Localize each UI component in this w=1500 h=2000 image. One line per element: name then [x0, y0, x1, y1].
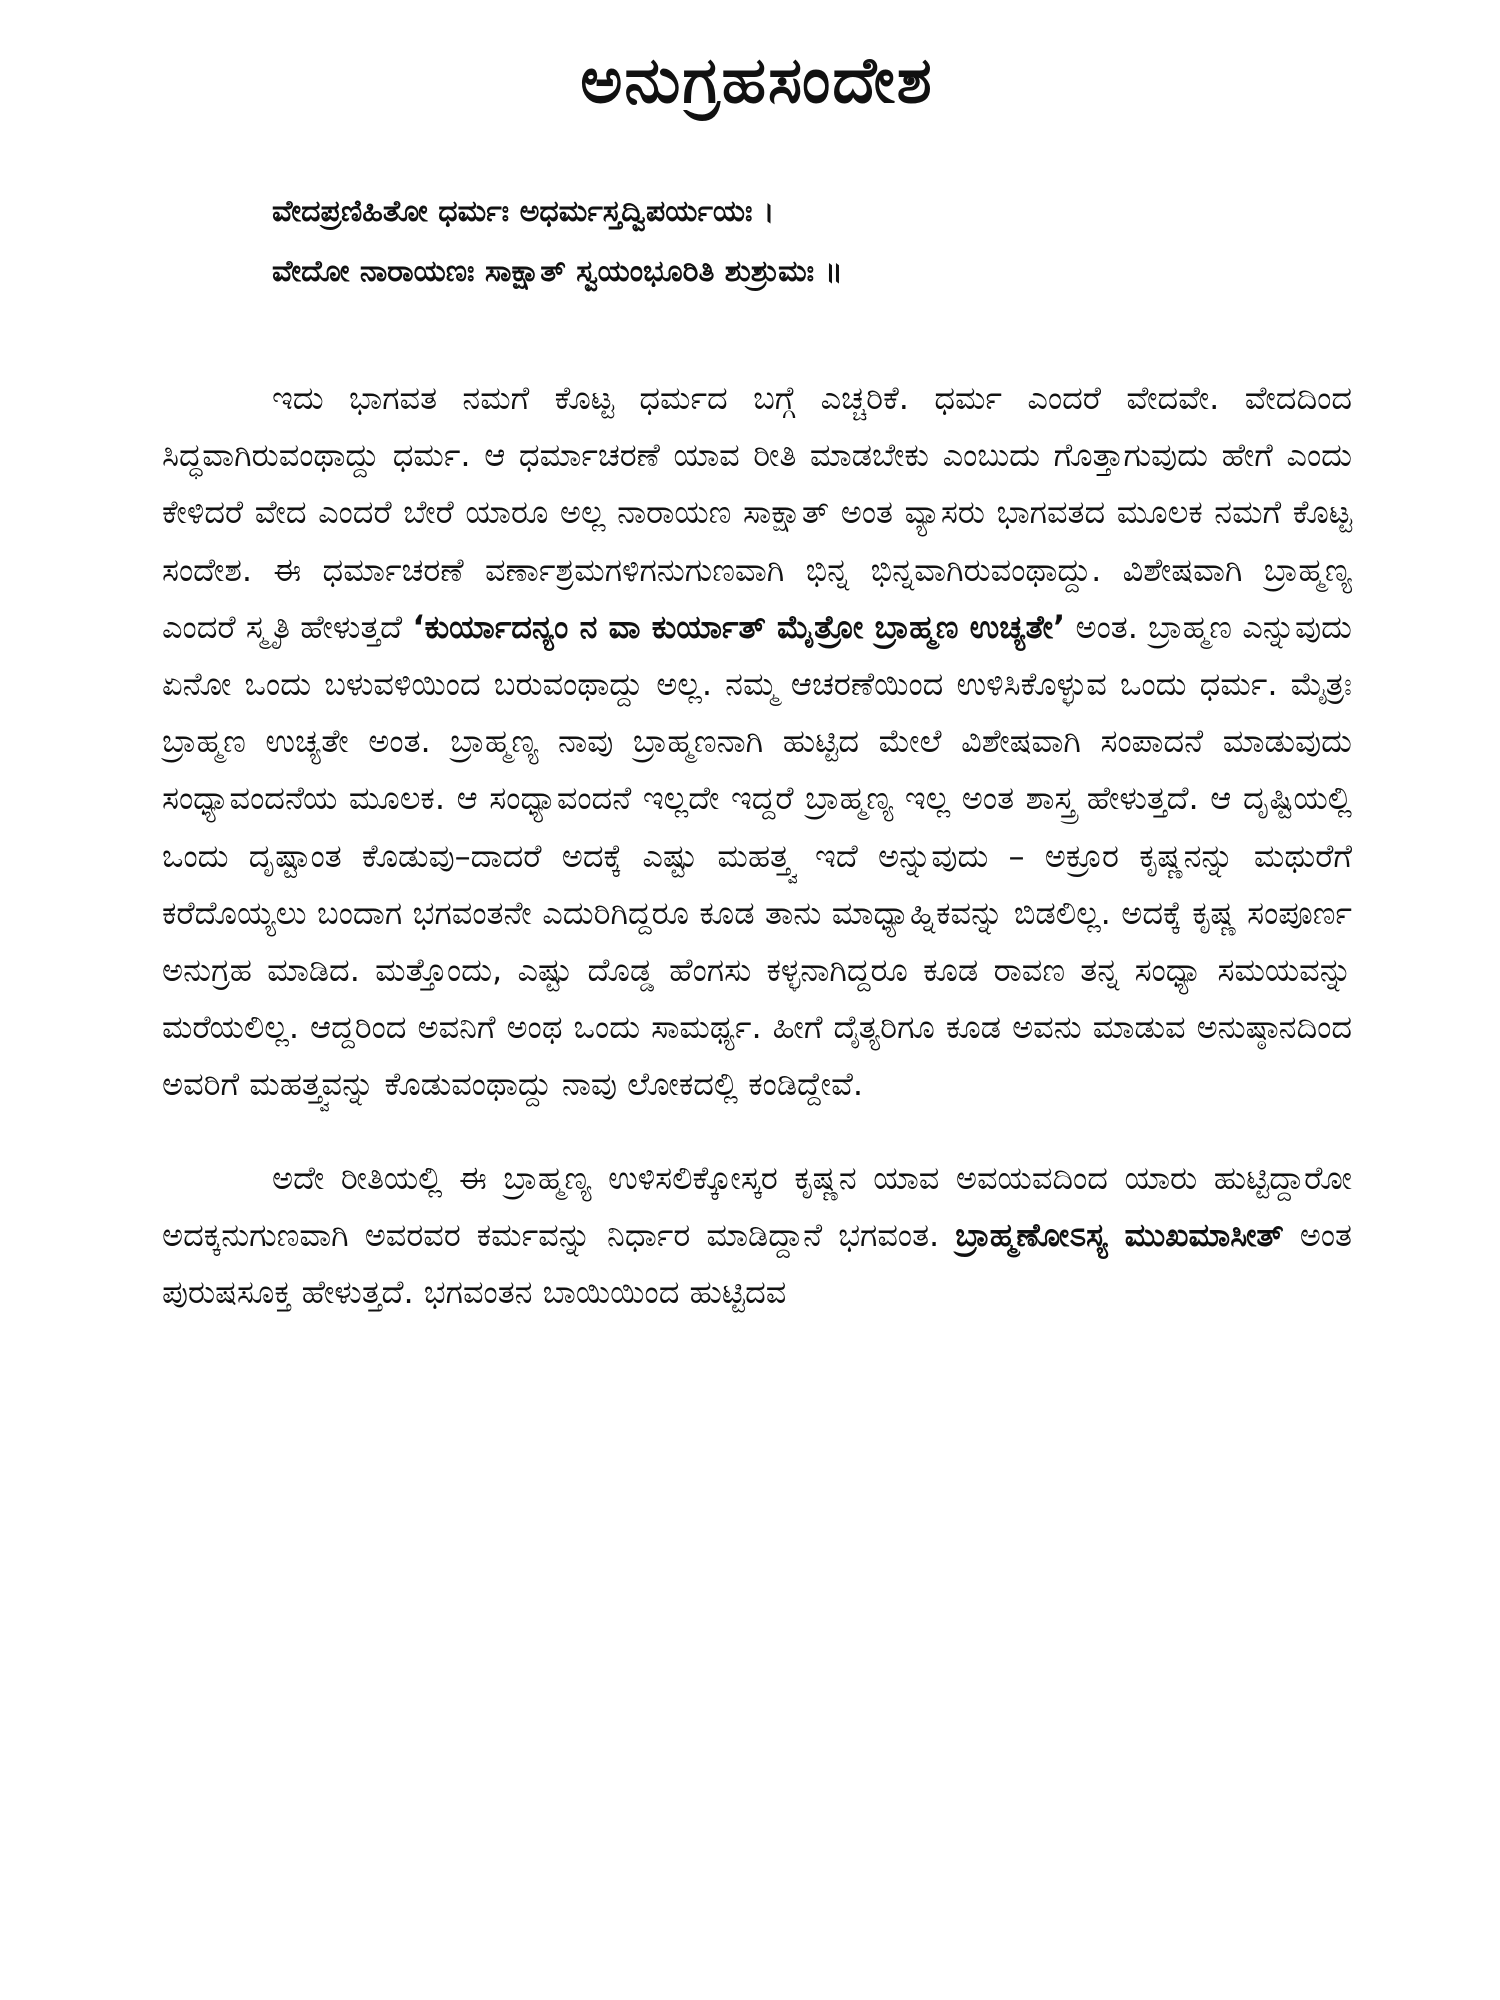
sanskrit-verse: [272, 182, 1352, 302]
paragraph-2: [162, 1150, 1352, 1322]
page-title: ಅನುಗ್ರಹಸಂದೇಶ: [580, 44, 934, 118]
paragraph-1-quote: ‘ಕುರ್ಯಾದನ್ಯಂ ನ ವಾ ಕುರ್ಯಾತ್ ಮೈತ್ರೋ ಬ್ರಾಹ್ಮಣ ಉಚ್ಯತೇ’: [412, 607, 1066, 646]
paragraph-1: [162, 370, 1352, 1114]
paragraph-1-text-a: ಇದು ಭಾಗವತ ನಮಗೆ ಕೊಟ್ಟ ಧರ್ಮದ ಬಗ್ಗೆ ಎಚ್ಚರಿಕೆ. ಧರ್ಮ ಎಂದರೆ ವೇದವೇ. ವೇದದಿಂದ ಸಿದ್ಧವಾಗಿರುವಂಥಾದ್ದು ಧರ್ಮ. ಆ ಧರ್ಮಾಚರಣೆ ಯಾವ ರೀತಿ ಮಾಡಬೇಕು ಎಂಬುದು ಗೊತ್ತಾಗುವುದು ಹೇಗೆ ಎಂದು ಕೇಳಿದರೆ ವೇದ ಎಂದರೆ ಬೇರೆ ಯಾರೂ ಅಲ್ಲ ನಾರಾಯಣ ಸಾಕ್ಷಾತ್ ಅಂತ ವ್ಯಾಸರು ಭಾಗವತದ ಮೂಲಕ ನಮಗೆ ಕೊಟ್ಟ ಸಂದೇಶ. ಈ ಧರ್ಮಾಚರಣೆ ವರ್ಣಾಶ್ರಮಗಳಿಗನುಗುಣವಾಗಿ ಭಿನ್ನ ಭಿನ್ನವಾಗಿರುವಂಥಾದ್ದು. ವಿಶೇಷವಾಗಿ ಬ್ರಾಹ್ಮಣ್ಯ ಎಂದರೆ ಸ್ಮೃತಿ ಹೇಳುತ್ತದೆ: [162, 379, 1352, 646]
paragraph-2-quote: ಬ್ರಾಹ್ಮಣೋಽಸ್ಯ ಮುಖಮಾಸೀತ್: [955, 1215, 1284, 1254]
paragraph-1-text-b: ಅಂತ. ಬ್ರಾಹ್ಮಣ ಎನ್ನುವುದು ಏನೋ ಒಂದು ಬಳುವಳಿಯಿಂದ ಬರುವಂಥಾದ್ದು ಅಲ್ಲ. ನಮ್ಮ ಆಚರಣೆಯಿಂದ ಉಳಿಸಿಕೊಳ್ಳುವ ಒಂದು ಧರ್ಮ. ಮೈತ್ರಃ ಬ್ರಾಹ್ಮಣ ಉಚ್ಯತೇ ಅಂತ. ಬ್ರಾಹ್ಮಣ್ಯ ನಾವು ಬ್ರಾಹ್ಮಣನಾಗಿ ಹುಟ್ಟಿದ ಮೇಲೆ ವಿಶೇಷವಾಗಿ ಸಂಪಾದನೆ ಮಾಡುವುದು ಸಂಧ್ಯಾವಂದನೆಯ ಮೂಲಕ. ಆ ಸಂಧ್ಯಾವಂದನೆ ಇಲ್ಲದೇ ಇದ್ದರೆ ಬ್ರಾಹ್ಮಣ್ಯ ಇಲ್ಲ ಅಂತ ಶಾಸ್ತ್ರ ಹೇಳುತ್ತದೆ. ಆ ದೃಷ್ಟಿಯಲ್ಲಿ ಒಂದು ದೃಷ್ಟಾಂತ ಕೊಡುವು–ದಾದರೆ ಅದಕ್ಕೆ ಎಷ್ಟು ಮಹತ್ತ್ವ ಇದೆ ಅನ್ನುವುದು – ಅಕ್ರೂರ ಕೃಷ್ಣನನ್ನು ಮಥುರೆಗೆ ಕರೆದೊಯ್ಯಲು ಬಂದಾಗ ಭಗವಂತನೇ ಎದುರಿಗಿದ್ದರೂ ಕೂಡ ತಾನು ಮಾಧ್ಯಾಹ್ನಿಕವನ್ನು ಬಿಡಲಿಲ್ಲ. ಅದಕ್ಕೆ ಕೃಷ್ಣ ಸಂಪೂರ್ಣ ಅನುಗ್ರಹ ಮಾಡಿದ. ಮತ್ತೊಂದು, ಎಷ್ಟು ದೊಡ್ಡ ಹೆಂಗಸು ಕಳ್ಳನಾಗಿದ್ದರೂ ಕೂಡ ರಾವಣ ತನ್ನ ಸಂಧ್ಯಾ ಸಮಯವನ್ನು ಮರೆಯಲಿಲ್ಲ. ಆದ್ದರಿಂದ ಅವನಿಗೆ ಅಂಥ ಒಂದು ಸಾಮರ್ಥ್ಯ. ಹೀಗೆ ದೈತ್ಯರಿಗೂ ಕೂಡ ಅವನು ಮಾಡುವ ಅನುಷ್ಠಾನದಿಂದ ಅವರಿಗೆ ಮಹತ್ತ್ವವನ್ನು ಕೊಡುವಂಥಾದ್ದು ನಾವು ಲೋಕದಲ್ಲಿ ಕಂಡಿದ್ದೇವೆ.: [162, 607, 1352, 1104]
paragraph-2-text-a: ಅದೇ ರೀತಿಯಲ್ಲಿ ಈ ಬ್ರಾಹ್ಮಣ್ಯ ಉಳಿಸಲಿಕ್ಕೋಸ್ಕರ ಕೃಷ್ಣನ ಯಾವ ಅವಯವದಿಂದ ಯಾರು ಹುಟ್ಟಿದ್ದಾರೋ ಅದಕ್ಕನುಗುಣವಾಗಿ ಅವರವರ ಕರ್ಮವನ್ನು ನಿರ್ಧಾರ ಮಾಡಿದ್ದಾನೆ ಭಗವಂತ.: [162, 1158, 1352, 1254]
verse-line-1: ವೇದಪ್ರಣಿಹಿತೋ ಧರ್ಮಃ ಅಧರ್ಮಸ್ತದ್ವಿಪರ್ಯಯಃ ।: [272, 194, 775, 229]
verse-line-2: ವೇದೋ ನಾರಾಯಣಃ ಸಾಕ್ಷಾತ್ ಸ್ವಯಂಭೂರಿತಿ ಶುಶ್ರುಮಃ ॥: [272, 254, 843, 289]
paragraph-2-text-b: ಅಂತ ಪುರುಷಸೂಕ್ತ ಹೇಳುತ್ತದೆ. ಭಗವಂತನ ಬಾಯಿಯಿಂದ ಹುಟ್ಟಿದವ: [162, 1215, 1352, 1312]
